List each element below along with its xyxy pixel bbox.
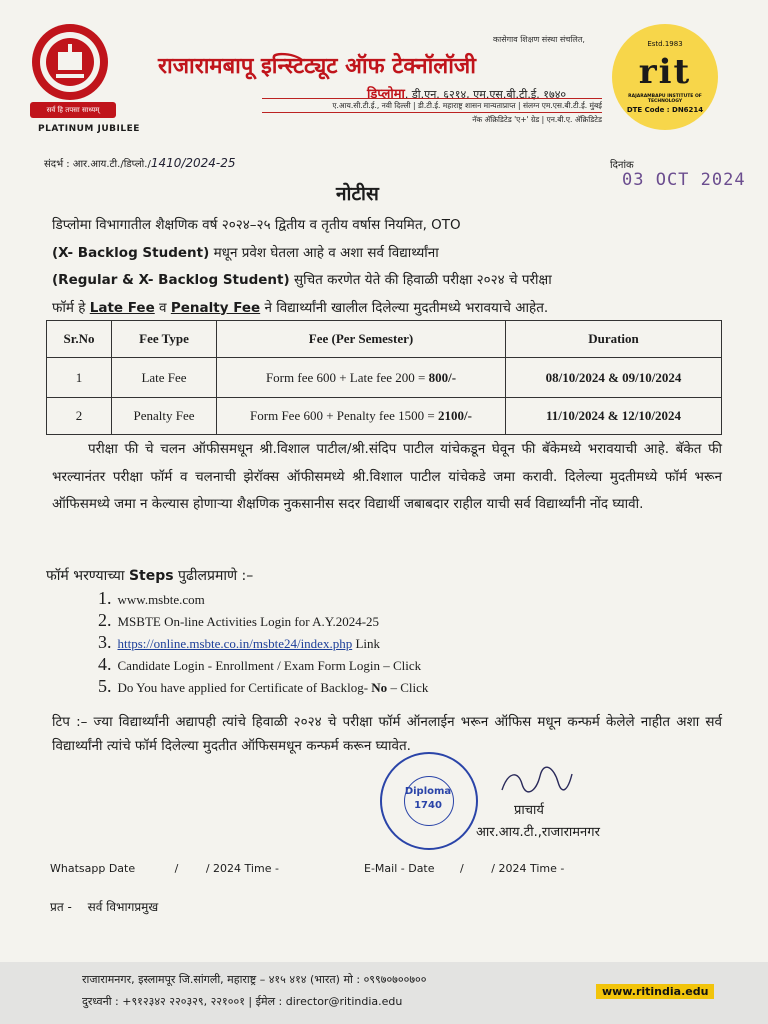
signature <box>496 762 576 798</box>
step-extra: – Click <box>390 680 429 695</box>
table-header-row <box>47 321 722 358</box>
intro-bold: (Regular & X- Backlog Student) <box>52 272 290 288</box>
cell-duration: 08/10/2024 & 09/10/2024 <box>506 358 722 398</box>
email-year: / 2024 Time - <box>491 862 565 875</box>
intro-text: व <box>154 299 171 316</box>
msbte-link[interactable]: https://online.msbte.co.in/msbte24/index.php <box>117 636 353 651</box>
step-item <box>98 654 421 675</box>
emblem-motto: सर्व हि तपसा साध्यम् <box>30 102 116 118</box>
cell-fee <box>217 358 506 398</box>
intro-text: ने विद्यार्थ्यांनी खालील दिलेल्या मुदतीमध्ये भरावयाचे आहेत. <box>260 299 549 316</box>
rit-logo-text: rit <box>638 52 692 92</box>
email-label: E-Mail - Date <box>364 862 435 875</box>
step-item <box>98 610 379 631</box>
header-fee-type: Fee Type <box>112 321 217 358</box>
cell-fee <box>217 398 506 435</box>
affiliation-row: ए.आय.सी.टी.ई., नवी दिल्ली | डी.टी.ई. महाराष्ट्र शासन मान्यताप्राप्त | संलग्न एम.एस.बी.टी.ई. मुंबई <box>262 98 602 112</box>
fee-formula: Form Fee 600 + Penalty fee 1500 = <box>250 408 438 423</box>
rit-logo <box>612 24 718 130</box>
copy-to-label: प्रत - <box>50 900 72 914</box>
step-item <box>98 588 205 609</box>
step-text: Do You have applied for Certificate of Backlog- <box>117 680 372 695</box>
step-text: MSBTE On-line Activities Login for A.Y.2024-25 <box>117 614 380 629</box>
seal-diploma: Diploma <box>404 786 452 797</box>
college-emblem-logo <box>30 22 110 102</box>
intro-line <box>52 267 722 295</box>
steps-title-bold: Steps <box>128 568 174 584</box>
step-number: 5. <box>98 676 112 696</box>
whatsapp-sep: / <box>174 862 179 875</box>
fee-total: 2100/- <box>438 408 472 423</box>
diploma-label: डिप्लोमा <box>367 87 405 102</box>
reference-label: संदर्भ : आर.आय.टी./डिप्लो./ <box>44 159 151 170</box>
step-text: Candidate Login - Enrollment / Exam Form Login – Click <box>117 658 422 673</box>
cell-srno: 2 <box>47 398 112 435</box>
intro-paragraph <box>52 212 722 322</box>
intro-bold: (X- Backlog Student) <box>52 244 210 261</box>
reference-number <box>44 156 236 170</box>
cell-duration: 11/10/2024 & 12/10/2024 <box>506 398 722 435</box>
step-item <box>98 632 380 653</box>
footer-contact: दुरध्वनी : +९१२३४२ २२०३२९, २२१००१ | ईमेल : director@ritindia.edu <box>82 995 403 1008</box>
reference-handwritten: 1410/2024-25 <box>150 156 236 170</box>
step-number: 3. <box>98 632 112 652</box>
intro-text: फॉर्म हे <box>52 299 90 316</box>
trust-line: कासेगाव शिक्षण संस्था संचलित, <box>493 35 585 44</box>
intro-text: मधून प्रवेश घेतला आहे व अशा सर्व विद्यार्थ्यांना <box>209 244 439 261</box>
rit-estd: Estd.1983 <box>647 40 683 48</box>
step-number: 1. <box>98 588 112 608</box>
steps-title <box>46 566 253 585</box>
diploma-codes: . डी.एन. ६२१४, एम.एस.बी.टी.ई. १७४० <box>404 88 567 101</box>
table-row <box>47 398 722 435</box>
penalty-fee-term: Penalty Fee <box>170 299 261 316</box>
copy-to <box>50 898 158 915</box>
affiliation-row: नॅक अ‍ॅक्रिडिटेड 'ए+' ग्रेड | एन.बी.ए. अ‍ॅक्रिडिटेड <box>262 112 602 126</box>
institute-name: राजारामबापू इन्स्टिट्यूट ऑफ टेक्नॉलॉजी <box>158 54 476 79</box>
footer-website[interactable]: www.ritindia.edu <box>596 984 714 999</box>
header-duration: Duration <box>506 321 722 358</box>
steps-title-text: पुढीलप्रमाणे :– <box>173 568 254 584</box>
seal-code: 1740 <box>414 800 442 811</box>
intro-line <box>52 240 722 268</box>
cell-srno: 1 <box>47 358 112 398</box>
rit-dte-code: DTE Code : DN6214 <box>626 106 704 114</box>
intro-text: सुचित करणेत येते की हिवाळी परीक्षा २०२४ चे परीक्षा <box>289 272 552 288</box>
notice-title: नोटीस <box>336 183 379 205</box>
institute-short-name: आर.आय.टी.,राजारामनगर <box>476 825 600 840</box>
footer-address: राजारामनगर, इस्लामपूर जि.सांगली, महाराष्ट्र – ४१५ ४१४ (भारत) मो : ०९९७०७००७०० <box>82 973 427 986</box>
late-fee-term: Late Fee <box>89 299 155 316</box>
email-sep: / <box>460 862 464 875</box>
email-date-line <box>364 862 564 875</box>
table-row <box>47 358 722 398</box>
intro-line: डिप्लोमा विभागातील शैक्षणिक वर्ष २०२४–२५ द्वितीय व तृतीय वर्षास नियमित, OTO <box>52 217 461 233</box>
tip-paragraph: टिप :– ज्या विद्यार्थ्यांनी अद्यापही त्यांचे हिवाळी २०२४ चे परीक्षा फॉर्म ऑनलाईन भरून ऑफिस मधून कन्फर्म केलेले नाहीत अशा सर्व विद्यार्थ्यांनी त्यांचे फॉर्म दिलेल्या मुदतीत ऑफिसमधून कन्फर्म करून घ्यावेत. <box>52 714 722 754</box>
step-number: 4. <box>98 654 112 674</box>
step-item <box>98 676 428 697</box>
fee-formula: Form fee 600 + Late fee 200 = <box>265 369 429 385</box>
institute-seal <box>380 752 478 850</box>
cell-fee-type: Late Fee <box>112 358 217 398</box>
steps-title-text: फॉर्म भरण्याच्या <box>46 568 129 584</box>
fee-table <box>46 320 722 435</box>
whatsapp-year: / 2024 Time - <box>205 862 279 875</box>
date-stamp: 03 OCT 2024 <box>622 170 746 190</box>
intro-line <box>52 295 722 323</box>
rit-subtitle: RAJARAMBAPU INSTITUTE OF TECHNOLOGY <box>628 94 702 104</box>
step-extra: Link <box>355 636 381 651</box>
step-bold: No <box>371 680 388 695</box>
step-text: www.msbte.com <box>117 592 205 607</box>
principal-title: प्राचार्य <box>514 803 544 818</box>
copy-to-value: सर्व विभागप्रमुख <box>87 900 159 914</box>
affiliation-block <box>262 98 602 126</box>
header-srno: Sr.No <box>47 321 112 358</box>
date-label: दिनांक <box>610 160 634 171</box>
whatsapp-label: Whatsapp Date <box>50 862 136 875</box>
fee-total: 800/- <box>428 369 457 385</box>
platinum-jubilee-label: PLATINUM JUBILEE <box>38 124 140 134</box>
step-number: 2. <box>98 610 112 630</box>
cell-fee-type: Penalty Fee <box>112 398 217 435</box>
whatsapp-date-line <box>50 862 279 875</box>
header-fee: Fee (Per Semester) <box>217 321 506 358</box>
instructions-paragraph: परीक्षा फी चे चलन ऑफीसमधून श्री.विशाल पाटील/श्री.संदिप पाटील यांचेकडून घेवून फी बॅकेमध्ये भरावयाची आहे. बॅकेत फी भरल्यानंतर परीक्षा फॉर्म व चलनाची झेरॉक्स ऑफीसमध्ये श्री.विशाल पाटील यांचेकडे जमा करावी. दिलेल्या मुदतीमध्ये फॉर्म भरून ऑफिसमध्ये जमा न केल्यास होणाऱ्या शैक्षणिक नुकसानीस सदर विद्यार्थी जबाबदार राहील याची सर्व विद्यार्थ्यांनी नोंद घ्यावी. <box>52 441 722 512</box>
